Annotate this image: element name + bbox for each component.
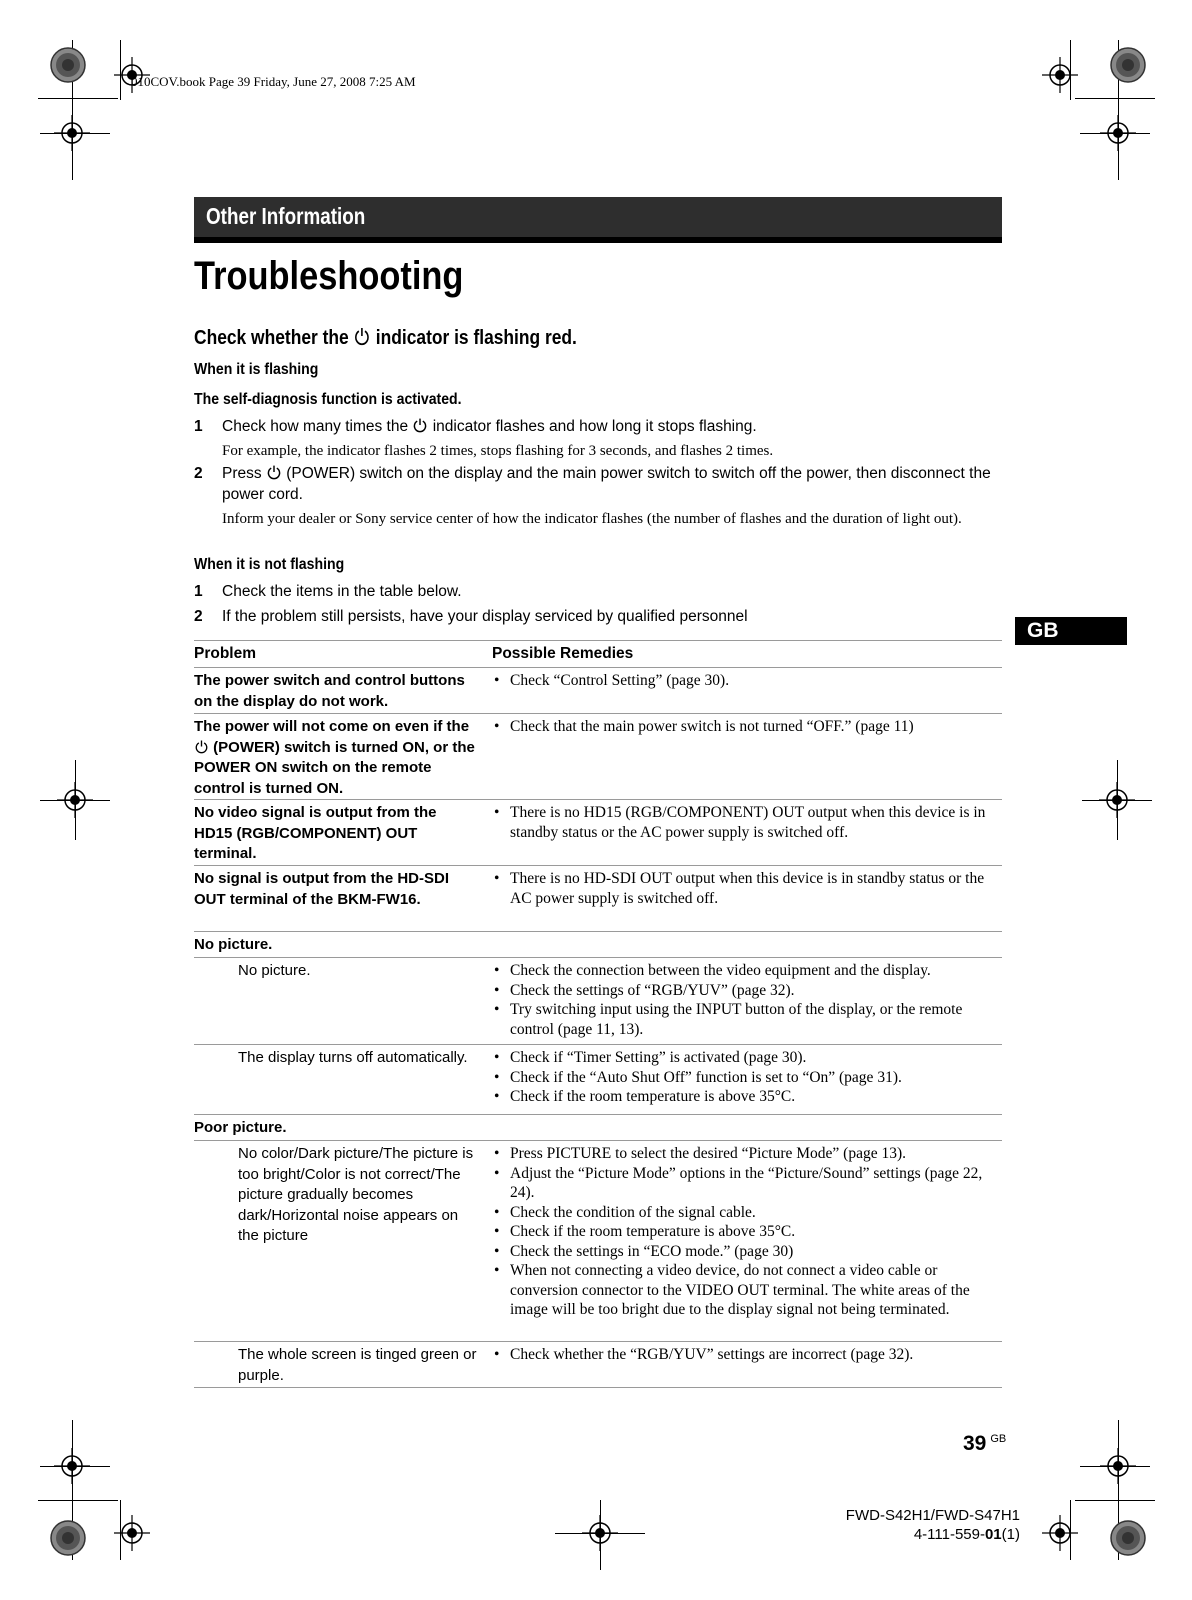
power-icon — [194, 739, 209, 754]
table-group-row — [194, 1115, 1002, 1141]
remedy-item: • There is no HD-SDI OUT output when this device is in standby status or the AC power supply is switched off. — [492, 869, 1002, 908]
remedy-item: • Try switching input using the INPUT button of the display, or the remote control (page 11, 13). — [492, 1000, 1002, 1039]
table-row — [194, 866, 1002, 932]
remedy-item: • There is no HD15 (RGB/COMPONENT) OUT output when this device is in standby status or the AC power supply is switched off. — [492, 803, 1002, 842]
remedy-item: • Adjust the “Picture Mode” options in the “Picture/Sound” settings (page 22, 24). — [492, 1164, 1002, 1203]
problem-text-after: (POWER) switch is turned ON, or the POWER ON switch on the remote control is turned ON. — [194, 738, 475, 797]
table-row — [194, 800, 1002, 866]
table-row — [194, 1141, 1002, 1342]
language-tab: GB — [1015, 617, 1127, 645]
not-flashing-heading: When it is not flashing — [194, 556, 345, 573]
remedy-item: • Check the connection between the video equipment and the display. — [492, 961, 1002, 981]
power-icon — [266, 464, 282, 480]
step-number: 2 — [194, 608, 203, 625]
problem-cell — [194, 717, 479, 799]
step-text: Check the items in the table below. — [222, 583, 462, 600]
troubleshooting-table — [194, 640, 1002, 1388]
check-heading-after: indicator is flashing red. — [375, 327, 577, 349]
page-title: Troubleshooting — [194, 254, 464, 298]
step-number: 2 — [194, 465, 203, 482]
problem-cell: No picture. — [238, 962, 311, 979]
problem-cell: No color/Dark picture/The picture is too bright/Color is not correct/The picture gradually becomes dark/Horizontal noise appears on the picture — [238, 1145, 474, 1244]
table-row — [194, 668, 1002, 714]
model-name: FWD-S42H1/FWD-S47H1 — [845, 1507, 1020, 1524]
print-info: 010COV.book Page 39 Friday, June 27, 2008 7:25 AM — [131, 74, 416, 89]
problem-cell: The power switch and control buttons on the display do not work. — [194, 672, 465, 710]
flashing-step-1-note: For example, the indicator flashes 2 times, stops flashing for 3 seconds, and flashes 2 times. — [222, 443, 774, 459]
check-heading-before: Check whether the — [194, 327, 349, 349]
remedies-cell — [492, 869, 1002, 908]
power-icon — [412, 417, 428, 433]
remedy-item: • Check “Control Setting” (page 30). — [492, 671, 1002, 691]
flashing-heading: When it is flashing — [194, 361, 319, 378]
table-row — [194, 1342, 1002, 1388]
remedy-item: • When not connecting a video device, do not connect a video cable or conversion connector to the VIDEO OUT terminal. The white areas of the image will be too bright due to the display signal not being terminated. — [492, 1261, 1002, 1320]
header-remedies: Possible Remedies — [492, 645, 634, 662]
remedies-cell — [492, 803, 1002, 842]
step-number: 1 — [194, 418, 203, 435]
page-number-value: 39 — [963, 1432, 987, 1455]
table-group-row — [194, 932, 1002, 958]
step-text-after: (POWER) switch on the display and the main power switch to switch off the power, then disconnect the power cord. — [222, 465, 991, 503]
step-text-after: indicator flashes and how long it stops flashing. — [432, 418, 757, 435]
remedies-cell — [492, 717, 1002, 737]
remedy-item: • Check that the main power switch is not turned “OFF.” (page 11) — [492, 717, 1002, 737]
remedies-cell — [492, 1144, 1002, 1320]
flashing-step-2-note: Inform your dealer or Sony service center of how the indicator flashes (the number of flashes and the duration of light out). — [222, 511, 962, 527]
table-row — [194, 714, 1002, 800]
remedy-item: • Press PICTURE to select the desired “Picture Mode” (page 13). — [492, 1144, 1002, 1164]
remedy-item: • Check if the room temperature is above 35°C. — [492, 1087, 1002, 1107]
step-number: 1 — [194, 583, 203, 600]
part-prefix: 4-111-559- — [913, 1526, 985, 1543]
part-number — [820, 1525, 1020, 1544]
remedy-item: • Check whether the “RGB/YUV” settings are incorrect (page 32). — [492, 1345, 1002, 1365]
remedies-cell — [492, 671, 1002, 691]
group-label: No picture. — [194, 936, 273, 953]
remedy-item: • Check the condition of the signal cable. — [492, 1203, 1002, 1223]
remedy-item: • Check the settings of “RGB/YUV” (page 32). — [492, 981, 1002, 1001]
part-bold: 01 — [984, 1526, 1002, 1543]
section-title: Other Information — [206, 203, 366, 229]
remedy-item: • Check if the room temperature is above 35°C. — [492, 1222, 1002, 1242]
problem-cell: No signal is output from the HD-SDI OUT terminal of the BKM-FW16. — [194, 870, 449, 908]
step-text-before: Check how many times the — [222, 418, 409, 435]
power-icon — [354, 326, 371, 346]
group-label: Poor picture. — [194, 1119, 287, 1136]
remedy-item: • Check if the “Auto Shut Off” function is set to “On” (page 31). — [492, 1068, 1002, 1088]
problem-cell: The whole screen is tinged green or purple. — [238, 1346, 477, 1384]
remedies-cell — [492, 961, 1002, 1039]
problem-cell: The display turns off automatically. — [238, 1049, 468, 1066]
remedies-cell — [492, 1048, 1002, 1107]
table-row — [194, 958, 1002, 1045]
table-row — [194, 1045, 1002, 1115]
page-number-suffix: GB — [990, 1433, 1007, 1445]
problem-cell: No video signal is output from the HD15 (RGB/COMPONENT) OUT terminal. — [194, 804, 437, 862]
part-suffix: (1) — [1001, 1526, 1020, 1543]
problem-text-before: The power will not come on even if the — [194, 718, 470, 735]
remedy-item: • Check if “Timer Setting” is activated (page 30). — [492, 1048, 1002, 1068]
header-problem: Problem — [194, 645, 257, 662]
page-number — [963, 1432, 1006, 1456]
step-text: If the problem still persists, have your display serviced by qualified personnel — [222, 608, 748, 625]
remedies-cell — [492, 1345, 1002, 1365]
table-header — [194, 640, 1002, 668]
check-heading — [194, 326, 577, 350]
section-bar — [194, 197, 1002, 243]
model-info — [820, 1506, 1020, 1544]
flashing-subheading: The self-diagnosis function is activated. — [194, 391, 462, 408]
step-text-before: Press — [222, 465, 262, 482]
remedy-item: • Check the settings in “ECO mode.” (page 30) — [492, 1242, 1002, 1262]
